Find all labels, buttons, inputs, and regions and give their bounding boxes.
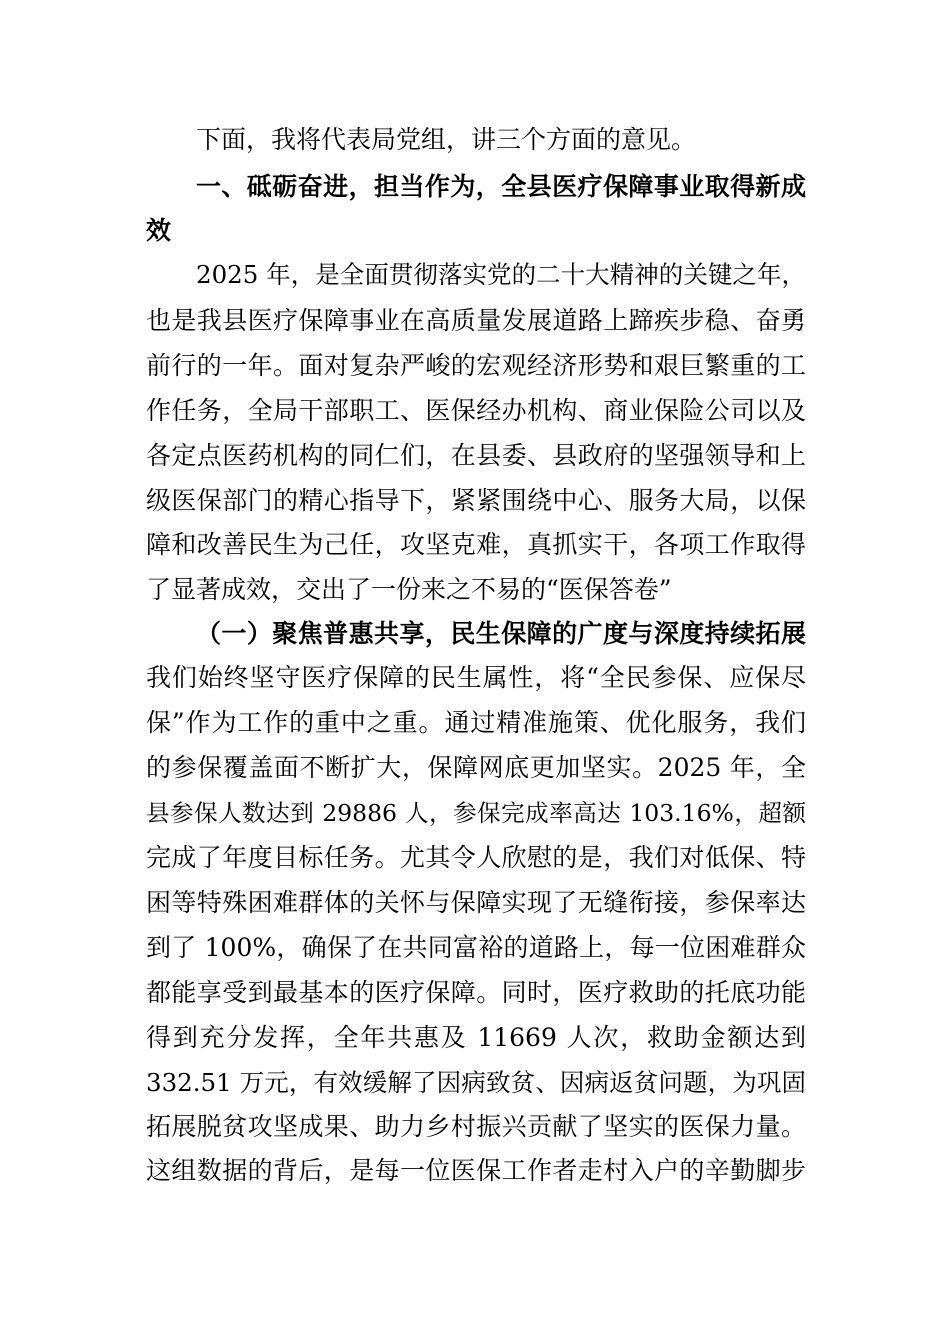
paragraph-line: 得到充分发挥，全年共惠及 11669 人次，救助金额达到 [146, 1023, 806, 1052]
paragraph-line: 我们始终坚守医疗保障的民生属性，将“全民参保、应保尽 [146, 663, 806, 692]
paragraph-line: 拓展脱贫攻坚成果、助力乡村振兴贡献了坚实的医保力量。 [146, 1112, 806, 1141]
paragraph-line: 到了 100%，确保了在共同富裕的道路上，每一位困难群众 [146, 933, 806, 962]
section-heading: 一、砥砺奋进，担当作为，全县医疗保障事业取得新成 [196, 172, 806, 201]
paragraph-line: 前行的一年。面对复杂严峻的宏观经济形势和艰巨繁重的工 [146, 351, 806, 380]
paragraph-line: 保”作为工作的重中之重。通过精准施策、优化服务，我们 [146, 708, 806, 737]
paragraph-line: 2025 年，是全面贯彻落实党的二十大精神的关键之年， [196, 260, 806, 289]
paragraph-line: 完成了年度目标任务。尤其令人欣慰的是，我们对低保、特 [146, 843, 806, 872]
paragraph-line: 级医保部门的精心指导下，紧紧围绕中心、服务大局，以保 [146, 486, 806, 515]
paragraph-line: 各定点医药机构的同仁们，在县委、县政府的坚强领导和上 [146, 441, 806, 470]
paragraph-line: 了显著成效，交出了一份来之不易的“医保答卷” [146, 575, 672, 604]
paragraph-line: 作任务，全局干部职工、医保经办机构、商业保险公司以及 [146, 396, 806, 425]
paragraph-line: 的参保覆盖面不断扩大，保障网底更加坚实。2025 年，全 [146, 753, 806, 782]
paragraph-line: 困等特殊困难群体的关怀与保障实现了无缝衔接，参保率达 [146, 888, 806, 917]
paragraph-line: 也是我县医疗保障事业在高质量发展道路上蹄疾步稳、奋勇 [146, 306, 806, 335]
intro-text: 下面，我将代表局党组，讲三个方面的意见。 [196, 125, 697, 154]
paragraph-line: 都能享受到最基本的医疗保障。同时，医疗救助的托底功能 [146, 978, 806, 1007]
section-heading-cont: 效 [146, 216, 172, 245]
subsection-heading: （一）聚焦普惠共享，民生保障的广度与深度持续拓展 [196, 619, 806, 648]
paragraph-line: 障和改善民生为己任，攻坚克难，真抓实干，各项工作取得 [146, 530, 806, 559]
paragraph-line: 县参保人数达到 29886 人，参保完成率高达 103.16%，超额 [146, 799, 806, 827]
paragraph-line: 这组数据的背后，是每一位医保工作者走村入户的辛勤脚步 [146, 1156, 806, 1185]
paragraph-line: 332.51 万元，有效缓解了因病致贫、因病返贫问题，为巩固 [146, 1068, 806, 1097]
